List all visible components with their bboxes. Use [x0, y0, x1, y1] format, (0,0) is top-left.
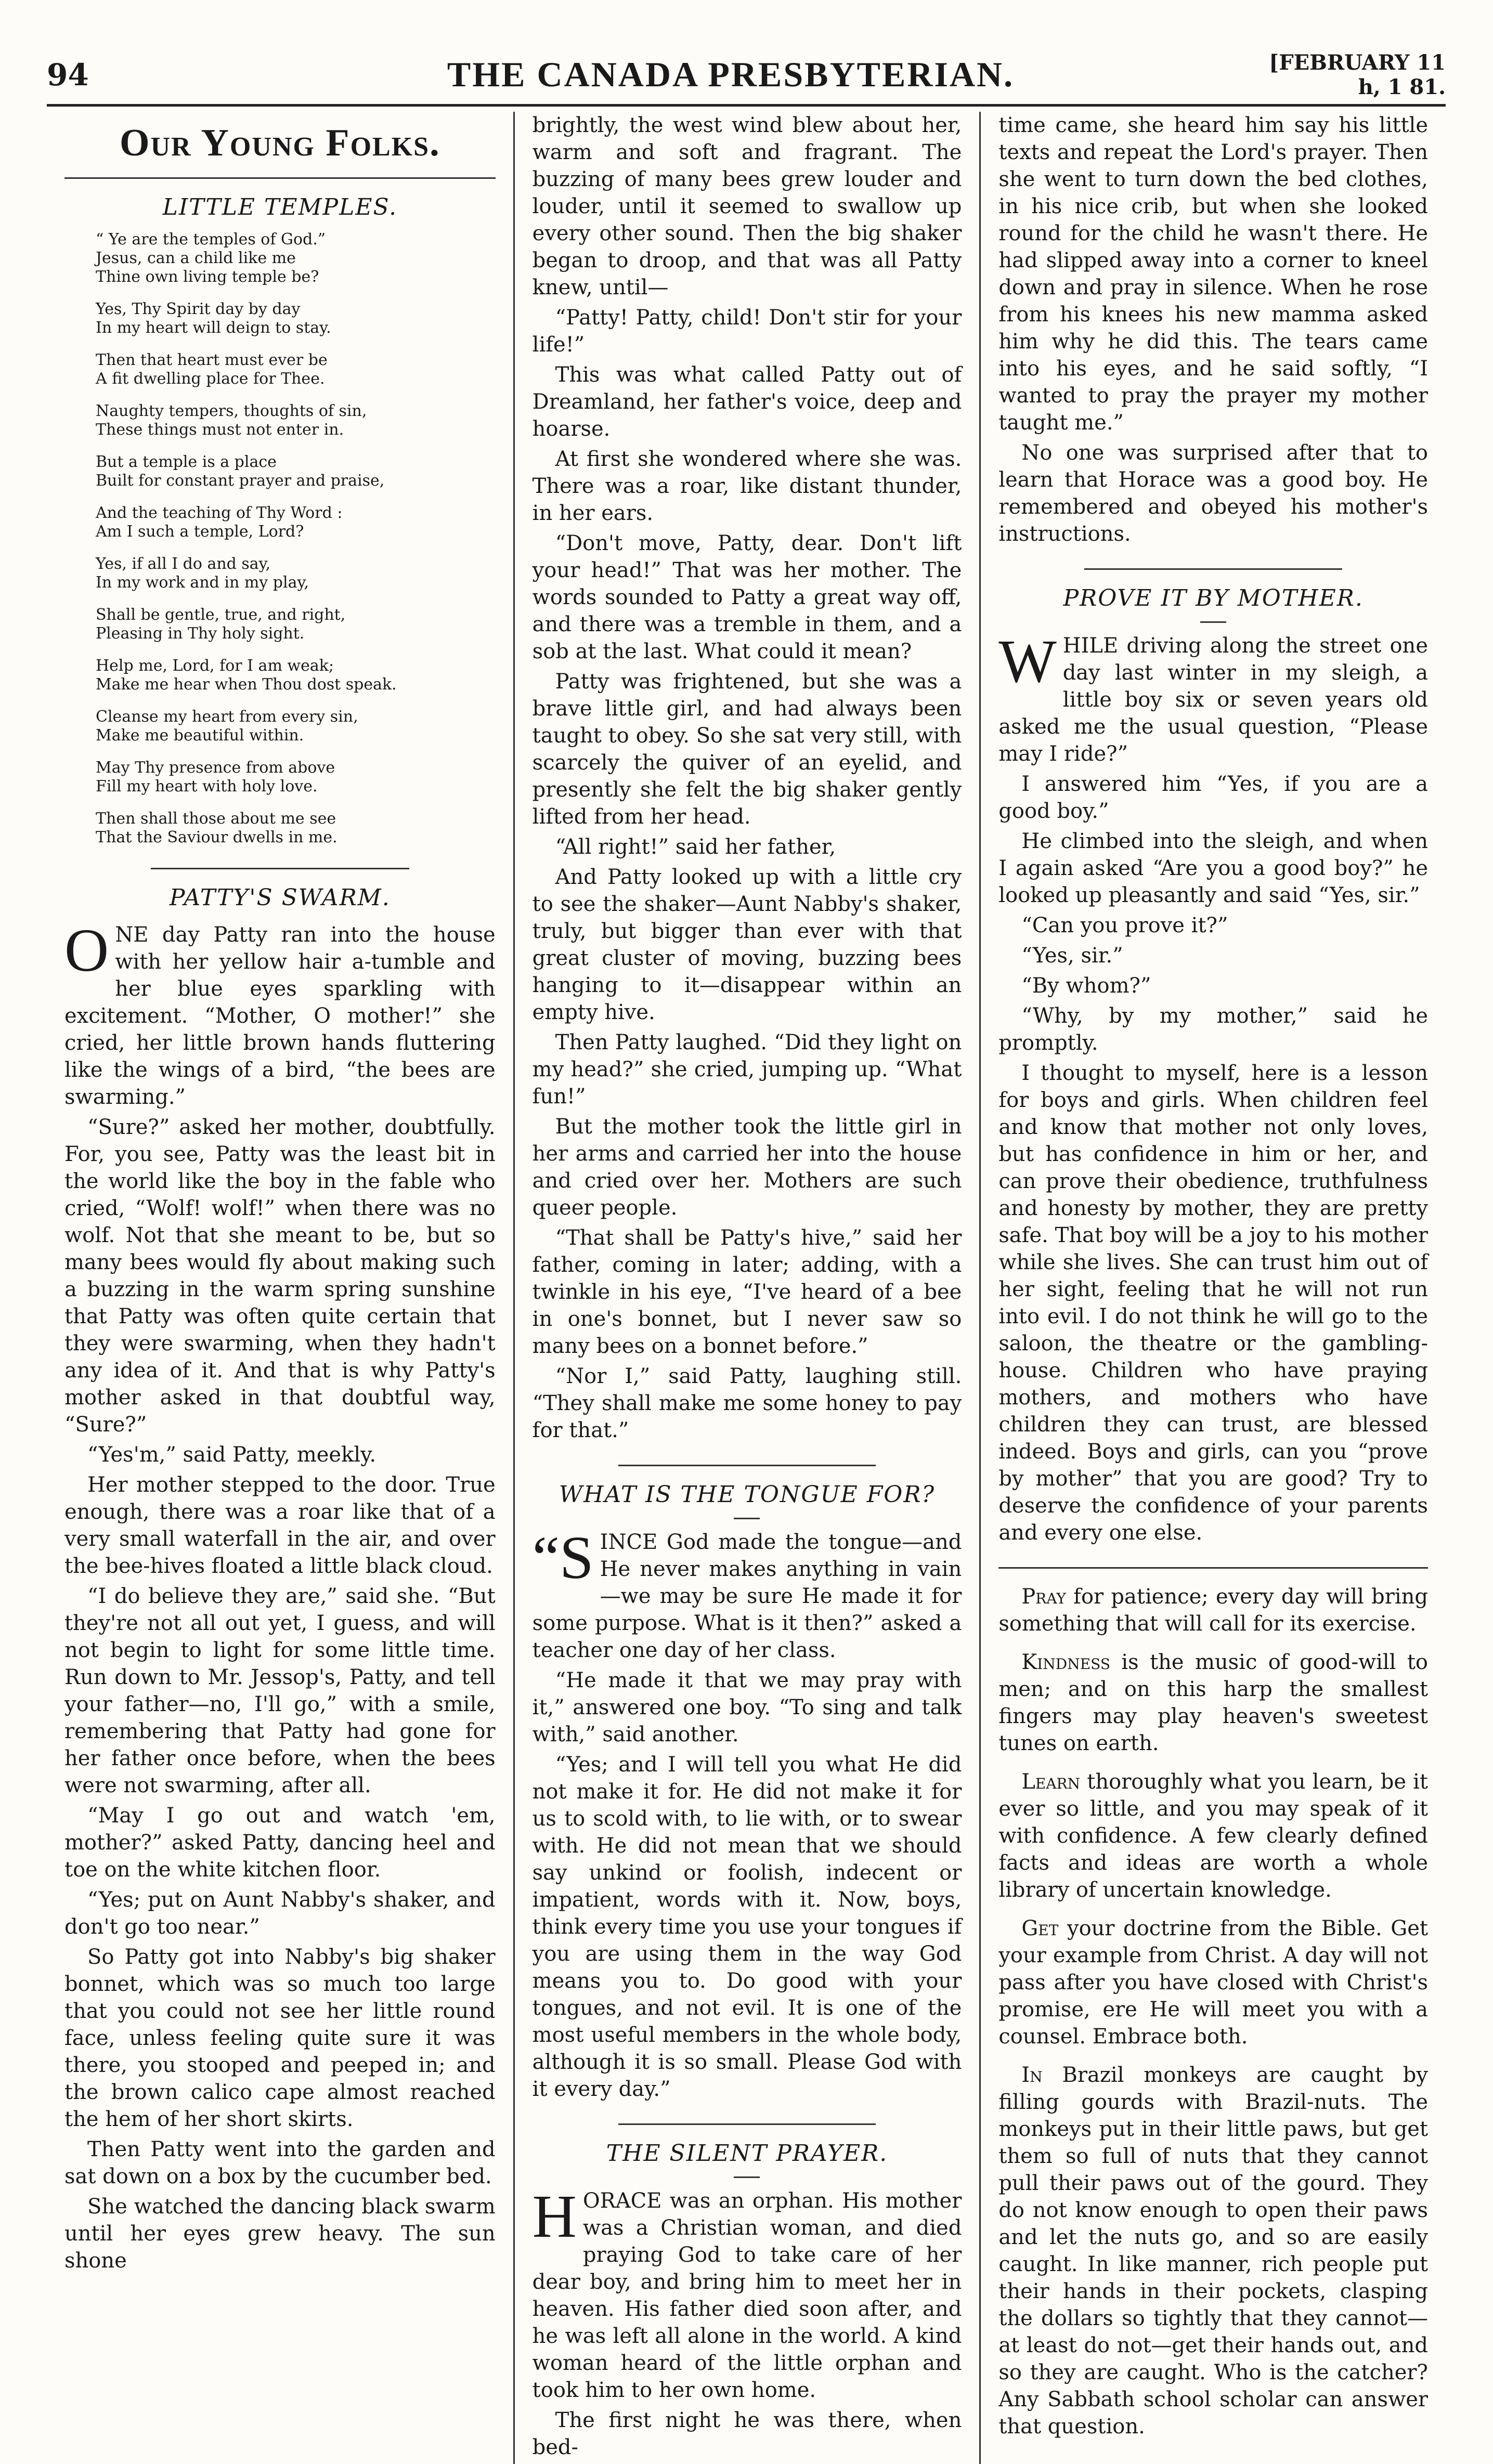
maxim-text: thoroughly what you learn, be it ever so little, and you may speak of it with confidence. A few clearly defined facts and ideas are worth a whole library of uncertain knowledge.: [998, 1770, 1428, 1902]
article-paragraph: “He made it that we may pray with it,” answered one boy. “To sing and talk with,” said another.: [532, 1668, 962, 1747]
article-paragraph: “I do believe they are,” said she. “But they're not all out yet, I guess, and will not begin to light for some little time. Run down to Mr. Jessop's, Patty, and tell your father—no, I'll go,” with a smile, remembering that Patty had gone for her father once before, when the bees were not swarming, after all.: [64, 1584, 496, 1797]
poem-line: Make me hear when Thou dost speak.: [96, 675, 397, 694]
article-paragraph: At first she wondered where she was. There was a roar, like distant thunder, in her ears.: [532, 447, 962, 525]
maxim-lead-word: Learn: [1021, 1770, 1081, 1794]
page-columns: [47, 112, 1446, 2460]
article-paragraph: “Don't move, Patty, dear. Don't lift your head!” That was her mother. The words sounded to Patty a great way off, and there was a tremble in them, and a sob at the last. What could it mean?: [532, 531, 962, 663]
poem-stanza: [96, 708, 496, 745]
maxim-paragraph: [998, 1583, 1428, 1637]
poem-line: Help me, Lord, for I am weak;: [96, 657, 334, 675]
poem-stanza: [96, 402, 496, 439]
article-title-pattys-swarm: PATTY'S SWARM.: [169, 884, 391, 911]
page-number: 94: [47, 57, 89, 93]
issue-date: [FEBRUARY 11 h, 1 81.: [1269, 50, 1446, 99]
poem-line: Fill my heart with holy love.: [96, 777, 318, 796]
poem-line: But a temple is a place: [96, 453, 277, 472]
maxim-text: your doctrine from the Bible. Get your example from Christ. A day will not pass after you have closed with Christ's promise, ere He will meet you with a counsel. Embrace both.: [998, 1917, 1428, 2049]
poem-line: Pleasing in Thy holy sight.: [96, 624, 305, 643]
title-rule: [1200, 621, 1226, 623]
divider: [151, 868, 409, 869]
article-paragraph: This was what called Patty out of Dreamland, her father's voice, deep and hoarse.: [532, 363, 962, 441]
poem-line: Thine own living temple be?: [96, 268, 319, 286]
poem-line: In my heart will deign to stay.: [96, 319, 331, 337]
article-paragraph: He climbed into the sleigh, and when I again asked “Are you a good boy?” he looked up pleasantly and said “Yes, sir.”: [998, 829, 1428, 908]
poem-line: That the Saviour dwells in me.: [96, 828, 337, 847]
poem-little-temples: [96, 230, 496, 847]
poem-line: A fit dwelling place for Thee.: [96, 370, 325, 388]
poem-line: Make me beautiful within.: [96, 726, 304, 745]
maxim-lead-word: Pray: [1021, 1585, 1066, 1609]
article-paragraph: “Yes, sir.”: [1021, 944, 1123, 968]
poem-line: Yes, Thy Spirit day by day: [96, 300, 301, 319]
maxims-section: [998, 1583, 1428, 2440]
poem-stanza: [96, 657, 496, 694]
article-paragraph: “Nor I,” said Patty, laughing still. “They shall make me some honey to pay for that.”: [532, 1364, 962, 1442]
article-paragraph: “May I go out and watch 'em, mother?” asked Patty, dancing heel and toe on the white kitchen floor.: [64, 1803, 496, 1882]
article-paragraph: “Can you prove it?”: [1021, 914, 1228, 938]
article-paragraph: time came, she heard him say his little texts and repeat the Lord's prayer. Then she went to turn down the bed clothes, in his nice crib, but when she looked round for the child he wasn't there. He had slipped away into a corner to kneel down and pray in silence. When he rose from his knees his new mamma asked him why he did this. The tears came into his eyes, and he said softly, “I wanted to pray the prayer my mother taught me.”: [998, 113, 1428, 435]
maxim-lead-word: Get: [1021, 1917, 1059, 1941]
poem-line: “ Ye are the temples of God.”: [96, 230, 326, 249]
article-paragraph: “SINCE God made the tongue—and He never makes anything in vain—we may be sure He made it for some purpose. What is it then?” asked a teacher one day of her class.: [532, 1523, 962, 1663]
poem-stanza: [96, 453, 496, 490]
article-continued-pattys-swarm: [533, 112, 962, 1444]
article-paragraph: Then Patty went into the garden and sat down on a box by the cucumber bed.: [64, 2137, 496, 2188]
masthead: [47, 49, 1446, 107]
article-paragraph: “Yes'm,” said Patty, meekly.: [87, 1442, 377, 1467]
poem-stanza: [96, 504, 496, 541]
maxim-paragraph: [998, 2062, 1428, 2440]
article-paragraph: “That shall be Patty's hive,” said her father, coming in later; adding, with a twinkle in his eye, “I've heard of a bee in one's bonnet, but I never saw so many bees on a bonnet before.”: [532, 1226, 962, 1358]
article-paragraph: “By whom?”: [1021, 974, 1151, 998]
drop-cap: W: [998, 627, 1057, 696]
column-1: [47, 112, 513, 2464]
newspaper-title: THE CANADA PRESBYTERIAN.: [447, 55, 1015, 94]
maxim-paragraph: [998, 1768, 1428, 1904]
maxim-paragraph: [998, 1915, 1428, 2050]
poem-stanza: [96, 351, 496, 388]
article-paragraph: “Why, by my mother,” said he promptly.: [998, 1004, 1428, 1055]
column-3: [979, 112, 1446, 2464]
article-paragraph: HORACE was an orphan. His mother was a Christian woman, and died praying God to take care of her dear boy, and bring him to meet her in heaven. His father died soon after, and he was left all alone in the world. A kind woman heard of the little orphan and took him to her own home.: [532, 2182, 962, 2403]
article-paragraph: But the mother took the little girl in her arms and carried her into the house and cried over her. Mothers are such queer people.: [532, 1115, 962, 1220]
poem-line: Naughty tempers, thoughts of sin,: [96, 402, 367, 421]
article-paragraph: “Sure?” asked her mother, doubtfully. For, you see, Patty was the least bit in the world like the boy in the fable who cried, “Wolf! wolf!” when there was no wolf. Not that she meant to be, but so many bees would fly about making such a buzzing in the warm spring sunshine that Patty was often quite certain that they were swarming, when they hadn't any idea of it. And that is why Patty's mother asked in that doubtful way, “Sure?”: [64, 1115, 496, 1437]
poem-stanza: [96, 606, 496, 643]
poem-line: Am I such a temple, Lord?: [96, 523, 304, 541]
poem-stanza: [96, 300, 496, 337]
poem-title: LITTLE TEMPLES.: [162, 194, 398, 221]
poem-line: And the teaching of Thy Word :: [96, 504, 343, 523]
poem-stanza: [96, 230, 496, 286]
article-paragraph: No one was surprised after that to learn that Horace was a good boy. He remembered and obeyed his mother's instructions.: [998, 441, 1428, 546]
article-paragraph: The first night he was there, when bed-: [532, 2408, 962, 2460]
article-paragraph: “Yes; and I will tell you what He did not make it for. He did not make it for us to scold with, to lie with, or to swear with. He did not mean that we should say unkind or foolish, indecent or impatient, words with it. Now, boys, think every time you use your tongues if you are using them in the way God means you to. Do good with your tongues, and not evil. It is one of the most useful members in the whole body, although it is so small. Please God with it every day.”: [532, 1753, 962, 2102]
drop-cap: H: [532, 2182, 577, 2251]
article-body-prove-it: [998, 627, 1428, 1546]
poem-line: Then shall those about me see: [96, 810, 336, 828]
maxim-text: Brazil monkeys are caught by filling gourds with Brazil-nuts. The monkeys put in their little paws, but get them so full of nuts that they cannot pull their paws out of the gourd. They do not know enough to open their paws and let the nuts go, and so are easily caught. In like manner, rich people put their hands in their pockets, clasping the dollars so tightly that they cannot—at least do not—get their hands out, and so they are caught. Who is the catcher? Any Sabbath school scholar can answer that question.: [998, 2063, 1428, 2439]
divider: [998, 1567, 1428, 1569]
poem-line: These things must not enter in.: [96, 421, 344, 439]
article-title-prove-it: PROVE IT BY MOTHER.: [1063, 585, 1364, 611]
title-rule: [734, 1518, 760, 1519]
article-paragraph: WHILE driving along the street one day last winter in my sleigh, a little boy six or seven years old asked me the usual question, “Please may I ride?”: [998, 627, 1428, 766]
poem-line: Jesus, can a child like me: [96, 249, 296, 268]
article-paragraph: I answered him “Yes, if you are a good boy.”: [998, 772, 1428, 824]
article-paragraph: brightly, the west wind blew about her, warm and soft and fragrant. The buzzing of many bees grew louder and louder, until it seemed to swallow up every other sound. Then the big shaker began to droop, and that was all Patty knew, until—: [532, 113, 962, 299]
poem-line: May Thy presence from above: [96, 759, 335, 777]
poem-stanza: [96, 555, 496, 592]
divider: [1084, 568, 1342, 570]
poem-line: Cleanse my heart from every sin,: [96, 708, 358, 726]
article-paragraph: Patty was frightened, but she was a brave little girl, and had always been taught to obey. So she sat very still, with scarcely the quiver of an eyelid, and presently she felt the big shaker gently lifted from her head.: [532, 670, 962, 829]
article-title-silent-prayer: THE SILENT PRAYER.: [606, 2140, 888, 2167]
article-paragraph: And Patty looked up with a little cry to see the shaker—Aunt Nabby's shaker, truly, but bigger than ever with that great cluster of moving, buzzing bees hanging to it—disappear within an empty hive.: [532, 865, 962, 1024]
article-paragraph: She watched the dancing black swarm until her eyes grew heavy. The sun shone: [64, 2194, 496, 2273]
article-body-pattys-swarm: [64, 916, 496, 2274]
department-heading: Our Young Folks.: [64, 118, 496, 179]
article-paragraph: “Yes; put on Aunt Nabby's shaker, and don't go too near.”: [64, 1887, 496, 1939]
article-paragraph: I thought to myself, here is a lesson for boys and girls. When children feel and know that mother not only loves, but has confidence in him or her, and can prove their obedience, truthfulness and honesty by mother, they are pretty safe. That boy will be a joy to his mother while she lives. She can trust him out of her sight, feeling that he will not run into evil. I do not think he will go to the saloon, the theatre or the gambling-house. Children who have praying mothers, and mothers who have children they can trust, are blessed indeed. Boys and girls, can you “prove by mother” that you are good? Try to deserve the confidence of your parents and every one else.: [998, 1061, 1428, 1545]
poem-line: Built for constant prayer and praise,: [96, 472, 385, 490]
article-paragraph: “Patty! Patty, child! Don't stir for your life!”: [532, 306, 962, 357]
maxim-text: is the music of good-will to men; and on this harp the smallest fingers may play heaven's sweetest tunes on earth.: [998, 1650, 1428, 1756]
maxim-text: for patience; every day will bring something that will call for its exercise.: [998, 1585, 1428, 1636]
title-rule: [734, 2176, 760, 2178]
article-body-tongue: [532, 1523, 962, 2103]
article-paragraph: Then Patty laughed. “Did they light on my head?” she cried, jumping up. “What fun!”: [532, 1031, 962, 1109]
poem-line: Then that heart must ever be: [96, 351, 328, 370]
drop-cap: “S: [532, 1523, 594, 1592]
poem-line: Shall be gentle, true, and right,: [96, 606, 346, 624]
poem-stanza: [96, 810, 496, 847]
divider: [618, 1465, 876, 1466]
poem-line: In my work and in my play,: [96, 573, 309, 592]
article-paragraph: So Patty got into Nabby's big shaker bonnet, which was so much too large that you could not see her little round face, unless feeling quite sure it was there, you stooped and peeped in; and the brown calico cape almost reached the hem of her short skirts.: [64, 1945, 496, 2131]
divider: [618, 2123, 876, 2125]
column-2: [513, 112, 980, 2464]
maxim-lead-word: Kindness: [1021, 1650, 1111, 1675]
article-body-silent-prayer: [532, 2182, 962, 2461]
article-paragraph: ONE day Patty ran into the house with her yellow hair a-tumble and her blue eyes sparkling with excitement. “Mother, O mother!” she cried, her little brown hands fluttering like the wings of a bird, “the bees are swarming.”: [64, 916, 496, 1109]
article-paragraph: Her mother stepped to the door. True enough, there was a roar like that of a very small waterfall in the air, and over the bee-hives floated a little black cloud.: [64, 1472, 496, 1578]
article-paragraph: “All right!” said her father,: [555, 835, 836, 859]
article-continued-silent-prayer: [998, 112, 1428, 547]
poem-line: Yes, if all I do and say,: [96, 555, 271, 573]
drop-cap: O: [64, 916, 109, 984]
maxim-lead-word: In: [1021, 2063, 1043, 2088]
maxim-paragraph: [998, 1649, 1428, 1757]
poem-stanza: [96, 759, 496, 796]
article-title-tongue: WHAT IS THE TONGUE FOR?: [559, 1481, 936, 1508]
